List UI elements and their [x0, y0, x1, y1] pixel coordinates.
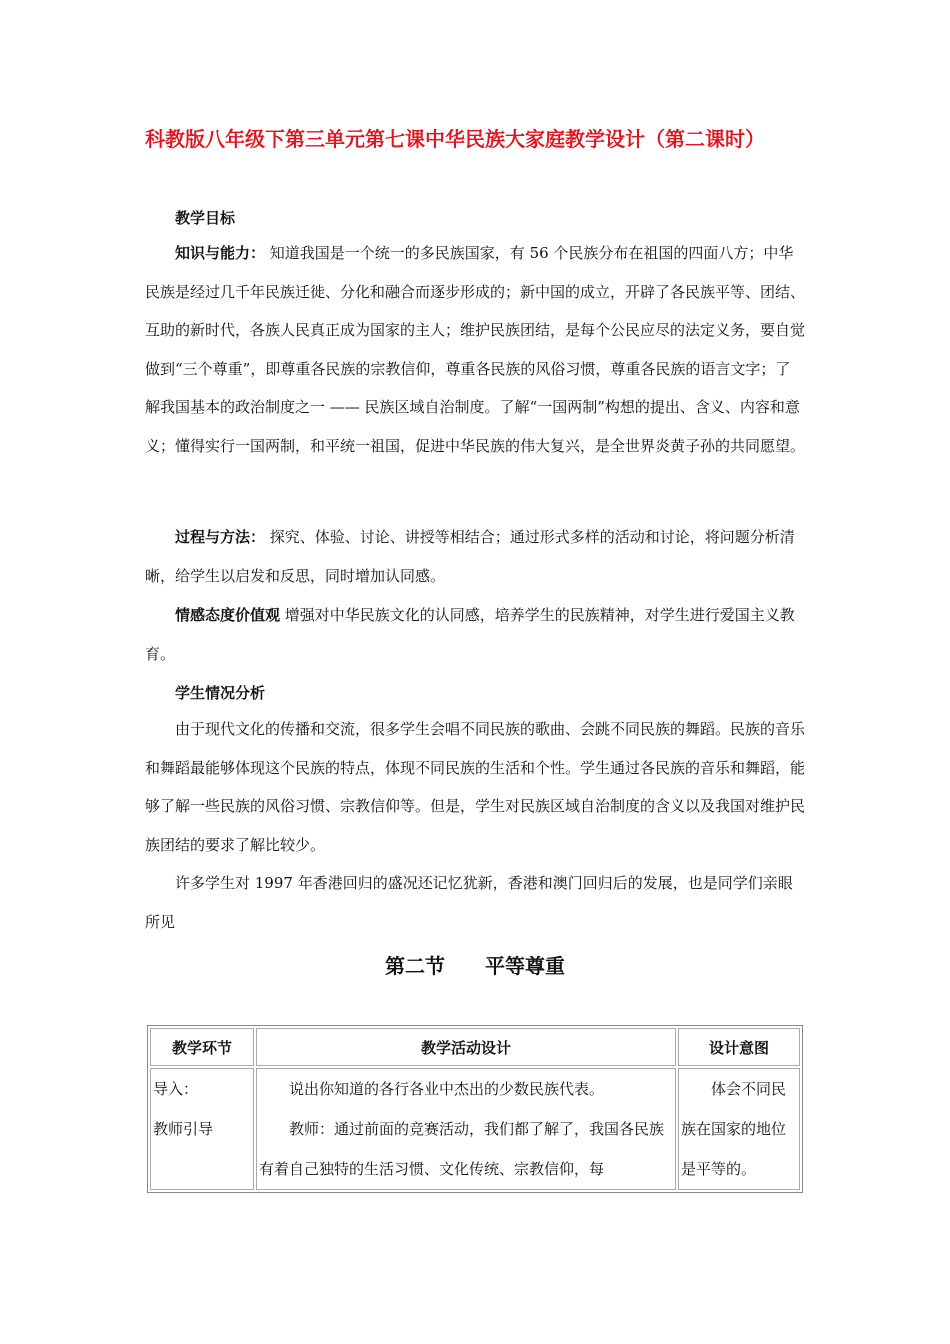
analysis-heading: 学生情况分析: [175, 684, 266, 702]
knowledge-paragraph: [145, 234, 805, 465]
cell-stage: [150, 1068, 254, 1190]
intent-text: 体会不同民族在国家的地位是平等的。: [681, 1080, 787, 1178]
emotion-paragraph: [145, 596, 805, 673]
activity-paragraph-1: 说出你知道的各行各业中杰出的少数民族代表。: [289, 1080, 605, 1098]
objectives-heading: 教学目标: [175, 209, 236, 227]
header-stage: 教学环节: [150, 1028, 254, 1066]
knowledge-text: 知道我国是一个统一的多民族国家，有 56 个民族分布在祖国的四面八方；中华民族是经过几千年民族迁徙、分化和融合而逐步形成的；新中国的成立，开辟了各民族平等、团结、互助的新时代，各族人民真正成为国家的主人；维护民族团结，是每个公民应尽的法定义务，要自觉做到“三个尊重”，即尊重各民族的宗教信仰，尊重各民族的风俗习惯，尊重各民族的语言文字；了解我国基本的政治制度之一 —— 民族区域自治制度。了解“一国两制”构想的提出、含义、内容和意义；懂得实行一国两制，和平统一祖国，促进中华民族的伟大复兴，是全世界炎黄子孙的共同愿望。: [145, 244, 806, 455]
analysis-paragraph-1: 由于现代文化的传播和交流，很多学生会唱不同民族的歌曲、会跳不同民族的舞蹈。民族的音乐和舞蹈最能够体现这个民族的特点，体现不同民族的生活和个性。学生通过各民族的音乐和舞蹈，能够了解一些民族的风俗习惯、宗教信仰等。但是，学生对民族区域自治制度的含义以及我国对维护民族团结的要求了解比较少。: [145, 720, 806, 854]
knowledge-label: 知识与能力：: [175, 244, 266, 262]
cell-intent: [678, 1068, 800, 1190]
process-text: 探究、体验、讨论、讲授等相结合；通过形式多样的活动和讨论，将问题分析清晰，给学生以启发和反思，同时增加认同感。: [145, 528, 795, 585]
table-row: [150, 1068, 800, 1190]
cell-activity: [256, 1068, 676, 1190]
stage-line-2: 教师引导: [153, 1120, 214, 1138]
section-title: [0, 950, 950, 979]
stage-line-1: 导入：: [153, 1080, 199, 1098]
analysis-paragraph-2: 许多学生对 1997 年香港回归的盛况还记忆犹新，香港和澳门回归后的发展，也是同学们亲眼所见: [145, 874, 793, 931]
document-title: 科教版八年级下第三单元第七课中华民族大家庭教学设计（第二课时）: [145, 127, 765, 151]
lesson-plan-table: [147, 1025, 803, 1193]
emotion-text: 增强对中华民族文化的认同感，培养学生的民族精神，对学生进行爱国主义教育。: [145, 606, 795, 663]
header-activity: 教学活动设计: [256, 1028, 676, 1066]
table-header-row: [150, 1028, 800, 1066]
activity-paragraph-2: 教师：通过前面的竞赛活动，我们都了解了，我国各民族有着自己独特的生活习惯、文化传统、宗教信仰，每: [259, 1120, 665, 1178]
section-name: 平等尊重: [485, 954, 565, 978]
header-intent: 设计意图: [678, 1028, 800, 1066]
section-number: 第二节: [385, 954, 445, 978]
process-paragraph: [145, 518, 805, 595]
emotion-label: 情感态度价值观: [175, 606, 281, 624]
process-label: 过程与方法：: [175, 528, 266, 546]
